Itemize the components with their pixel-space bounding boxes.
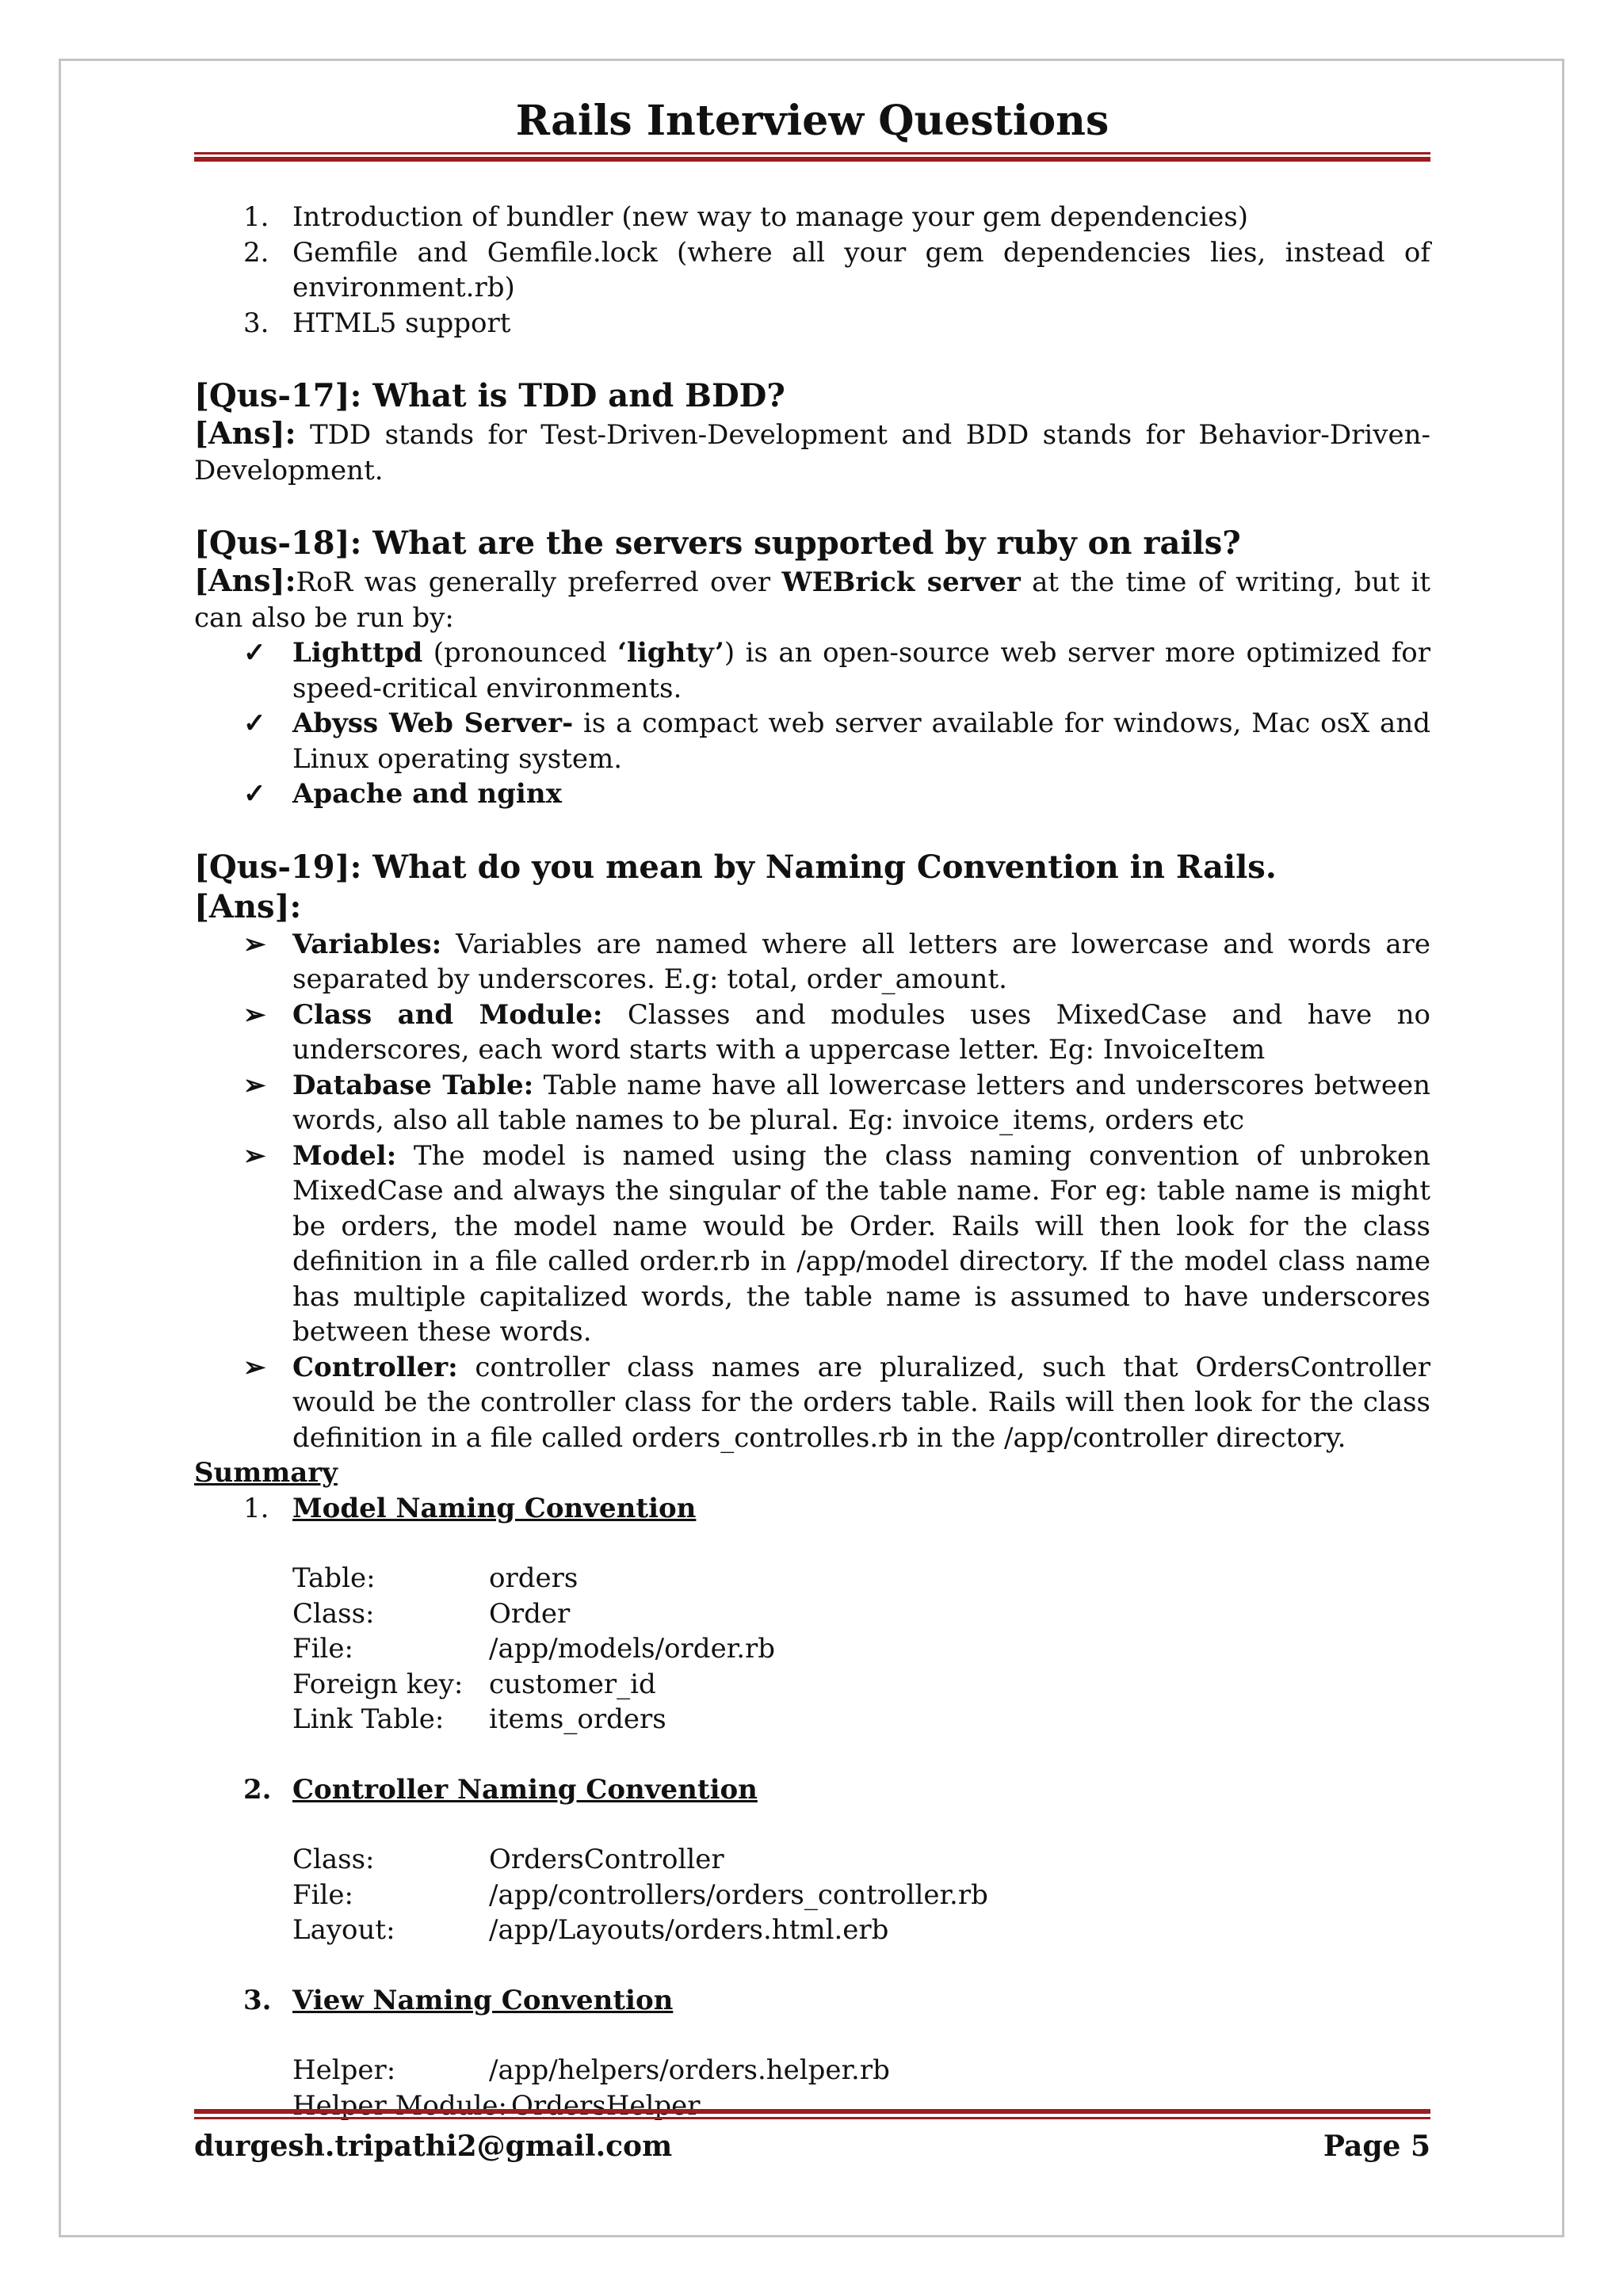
- list-item: 3. HTML5 support: [194, 306, 1430, 341]
- arrow-bullet-icon: ➢: [243, 998, 266, 1031]
- list-item: ✓ Apache and nginx: [194, 776, 1430, 812]
- arrow-bullet-icon: ➢: [243, 1351, 266, 1383]
- kv-row: Class: OrdersController: [292, 1844, 724, 1875]
- list-item: 1. Introduction of bundler (new way to manage your gem dependencies): [194, 200, 1430, 235]
- footer-rule-thin: [194, 2117, 1430, 2119]
- summary-section-controller: 2. Controller Naming Convention: [194, 1772, 1430, 1808]
- kv-row: File: /app/models/order.rb: [292, 1633, 776, 1665]
- header-rule-thin: [194, 152, 1430, 154]
- footer-email: durgesh.tripathi2@gmail.com: [194, 2130, 673, 2163]
- list-item: ✓ Abyss Web Server- is a compact web server available for windows, Mac osX and Linux operating system.: [243, 707, 1430, 775]
- footer-rule-thick: [194, 2109, 1430, 2114]
- kv-row: Table: orders: [292, 1562, 579, 1594]
- ans-label: [Ans]:: [194, 415, 296, 451]
- list-number: 3.: [243, 307, 269, 339]
- document-page: [194, 0, 1430, 2296]
- page-content: [194, 200, 1430, 2123]
- check-icon: ✓: [243, 637, 266, 669]
- footer-page-number: Page 5: [1323, 2130, 1430, 2163]
- list-item: ➢ Model: The model is named using the class naming convention of unbroken MixedCase and always the singular of the table name. For eg: table name is might be orders, the model name would be Order. Rails will then look for the class definition in a file called order.rb in /app/model directory. If the model class name has multiple capitalized words, the table name is assumed to have underscores between these words.: [243, 1139, 1430, 1348]
- server-list: [194, 635, 1430, 812]
- summary-section-model: 1. Model Naming Convention: [194, 1491, 1430, 1527]
- summary-title: Summary: [194, 1457, 338, 1489]
- page-title: Rails Interview Questions: [515, 97, 1109, 145]
- summary-section-view: 3. View Naming Convention: [194, 1983, 1430, 2019]
- kv-row: Helper: /app/helpers/orders.helper.rb: [292, 2054, 890, 2086]
- list-number: 3.: [243, 1984, 272, 2016]
- kv-row: File: /app/controllers/orders_controller.rb: [292, 1878, 988, 1911]
- list-item: ✓ Lighttpd (pronounced ‘lighty’) is an open-source web server more optimized for speed-critical environments.: [243, 637, 1430, 704]
- naming-list: [194, 927, 1430, 1456]
- arrow-bullet-icon: ➢: [243, 1139, 266, 1172]
- check-icon: ✓: [243, 778, 266, 810]
- list-item: ➢ Variables: Variables are named where all letters are lowercase and words are separated by underscores. E.g: total, order_amount.: [243, 928, 1430, 995]
- question-19: [Qus-19]: What do you mean by Naming Convention in Rails.: [194, 848, 1277, 886]
- answer-18: [Ans]:RoR was generally preferred over WEBrick server at the time of writing, but it can also be run by:: [194, 563, 1431, 634]
- page-footer: [194, 2126, 1430, 2166]
- list-item: ➢ Database Table: Table name have all lowercase letters and underscores between words, also all table names to be plural. Eg: invoice_items, orders etc: [243, 1069, 1430, 1136]
- list-number: 1.: [243, 1492, 269, 1524]
- header-rule-thick: [194, 157, 1430, 162]
- kv-row: Class: Order: [292, 1597, 571, 1630]
- list-number: 2.: [243, 236, 269, 269]
- list-item: 2. Gemfile and Gemfile.lock (where all your gem dependencies lies, instead of environment.rb): [243, 236, 1430, 303]
- question-17: [Qus-17]: What is TDD and BDD?: [194, 377, 785, 414]
- list-item: ➢ Class and Module: Classes and modules uses MixedCase and have no underscores, each word starts with a uppercase letter. Eg: InvoiceItem: [243, 998, 1430, 1066]
- kv-row: Foreign key: customer_id: [292, 1668, 656, 1700]
- kv-row: Link Table: items_orders: [292, 1703, 666, 1735]
- list-number: 2.: [243, 1773, 272, 1806]
- answer-17: [Ans]: TDD stands for Test-Driven-Development and BDD stands for Behavior-Driven-Development.: [194, 415, 1430, 486]
- intro-list: [194, 200, 1430, 341]
- list-item: ➢ Controller: controller class names are pluralized, such that OrdersController would be the controller class for the orders table. Rails will then look for the class definition in a file called orders_controlles.rb in the /app/controller directory.: [243, 1351, 1430, 1454]
- arrow-bullet-icon: ➢: [243, 1069, 266, 1101]
- list-number: 1.: [243, 201, 269, 233]
- kv-row: Layout: /app/Layouts/orders.html.erb: [292, 1914, 889, 1946]
- question-18: [Qus-18]: What are the servers supported by ruby on rails?: [194, 524, 1241, 562]
- check-icon: ✓: [243, 707, 266, 739]
- ans-label: [Ans]:: [194, 563, 296, 598]
- arrow-bullet-icon: ➢: [243, 928, 266, 960]
- ans-label: [Ans]:: [194, 887, 302, 925]
- kv-row: Helper Module: OrdersHelper: [292, 2089, 701, 2122]
